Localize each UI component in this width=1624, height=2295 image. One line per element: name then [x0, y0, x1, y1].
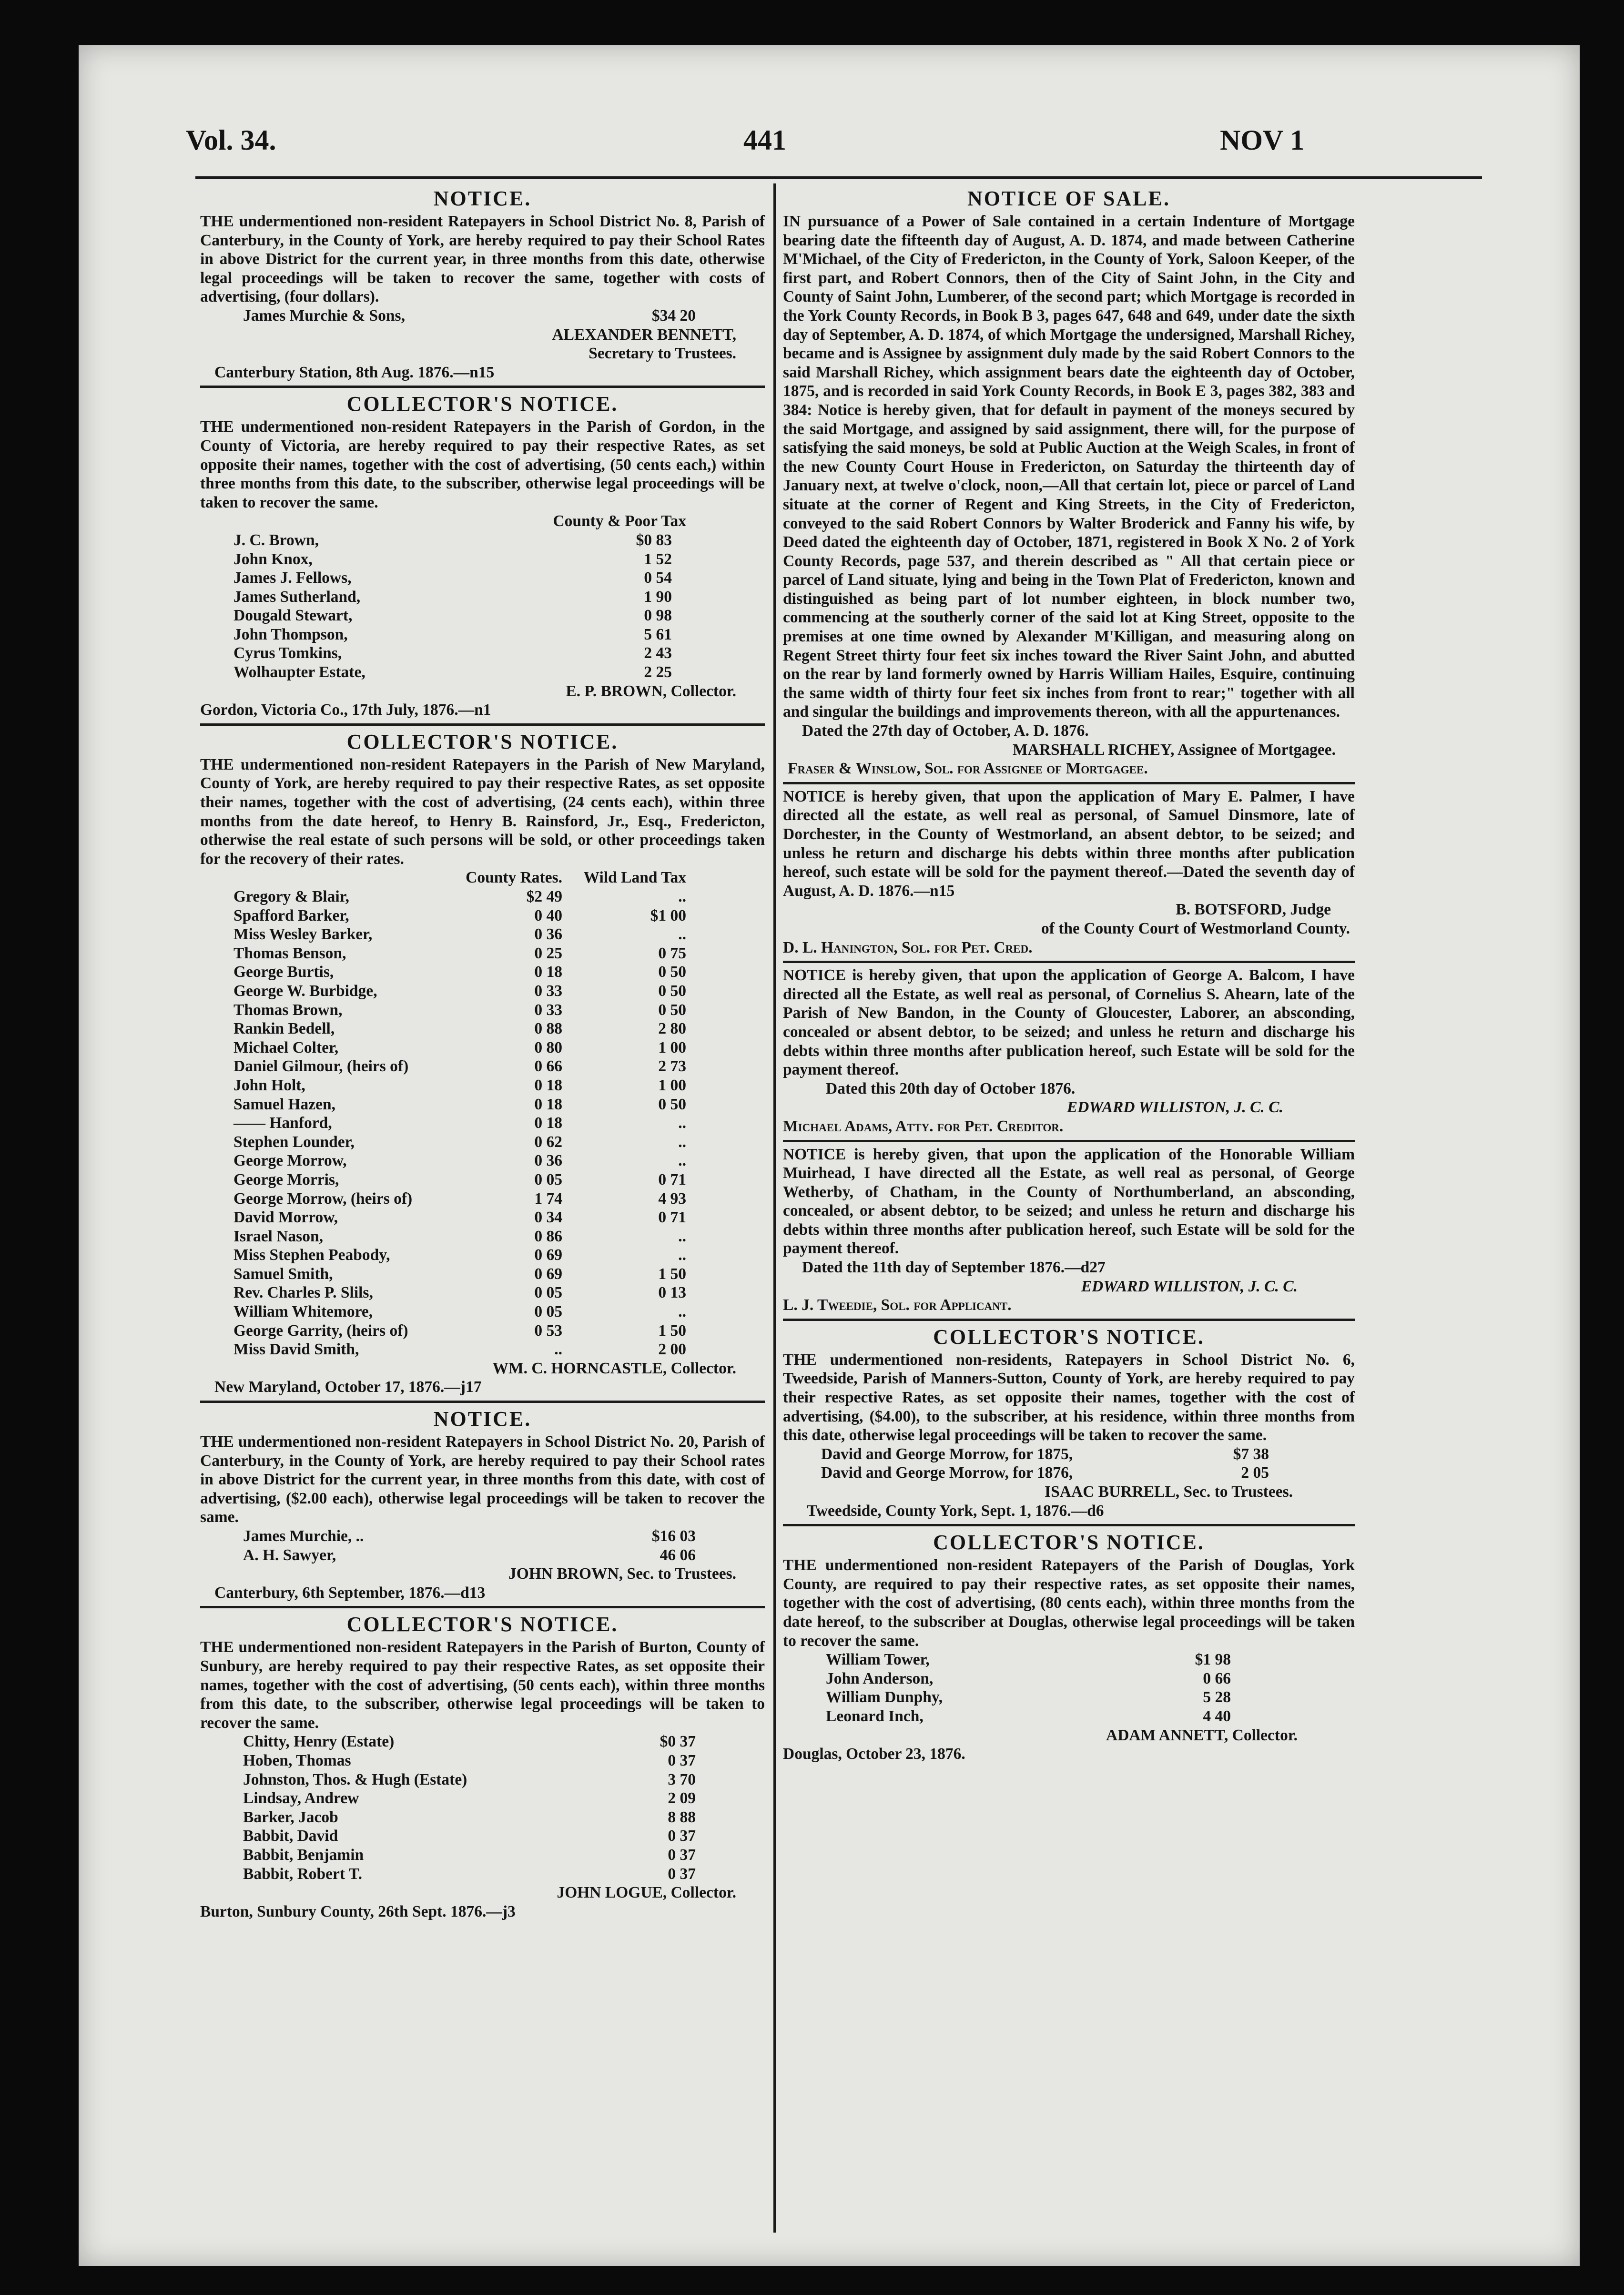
county-rate: 0 33 [534, 982, 562, 1000]
county-rate: 0 18 [534, 1095, 562, 1113]
wild-land-tax: 1 50 [658, 1321, 686, 1340]
table-row [200, 1789, 765, 1808]
county-rate: 0 34 [534, 1208, 562, 1227]
table-row [200, 1038, 765, 1057]
dated-line: Dated the 11th day of September 1876.—d27 [802, 1259, 1106, 1277]
notice-palmer-dinsmore [783, 787, 1355, 957]
dateline: Canterbury, 6th September, 1876.—d13 [214, 1584, 486, 1602]
notice-tweedside [783, 1324, 1355, 1520]
table-row [783, 1707, 1355, 1726]
right-column [783, 183, 1355, 1764]
ratepayer-name: Spafford Barker, [233, 906, 349, 924]
table-row [200, 663, 765, 682]
header-rule [195, 176, 1482, 179]
table-row [200, 1151, 765, 1170]
notice-body: IN pursuance of a Power of Sale contained in a certain Indenture of Mortgage bearing date the fifteenth day of August, A. D. 1874, and made between Catherine M'Michael, of the City of Fredericton, in the County of York, Saloon Keeper, of the first part, and Robert Connors, then of the City of Saint John, in the City and County of Saint John, Lumberer, of the second part; which Mortgage is recorded in the York County Records, in Book B 3, pages 647, 648 and 649, under date the sixth day of September, A. D. 1874, of which Mortgage the undersigned, Marshall Richey, became and is Assignee by assignment duly made by the said Robert Connors to the said Marshall Richey, which assignment bears date the eighteenth day of October, 1875, and is recorded in said York County Records, in Book E 3, pages 382, 383 and 384: Notice is hereby given, that for default in payment of the moneys secured by the said Mortgage, and assigned by said assignment, there will, for the purpose of satisfying the said moneys, be sold at Public Auction at the Weigh Scales, in front of the new County Court House in Fredericton, on Saturday the thirteenth day of January next, at twelve o'clock, noon,—All that certain lot, piece or parcel of Land situate at the corner of Regent and King Streets, in the City of Fredericton, conveyed to the said Robert Connors by Walter Broderick and Fanny his wife, by Deed dated the eighteenth day of October, 1871, registered in Book X No. 2 of York County Records, page 537, and therein described as " All that certain piece or parcel of Land situate, lying and being in the Town Plat of Fredericton, known and distinguished as being part of lot number eighteen, in block number two, commencing at the southerly corner of the said lot at King Street, opposite to the premises at one time owned by Alexander M'Killigan, and measuring along on Regent Street thirty four feet six inches toward the River Saint John, and abutted on the rear by land formerly owned by Harris William Hailes, Esquire, continuing the same width of thirty four feet six inches from front to rear;" together with all and singular the buildings and improvements thereon, with all the appurtenances. [783, 213, 1355, 721]
notice-title: NOTICE. [433, 1407, 532, 1431]
table-row [200, 1302, 765, 1321]
signer: ISAAC BURRELL, Sec. to Trustees. [1045, 1483, 1293, 1501]
county-rate: 0 53 [534, 1321, 562, 1340]
wild-land-tax: 0 50 [658, 1095, 686, 1113]
signer-title: Secretary to Trustees. [589, 345, 736, 363]
ratepayer-name: George W. Burbidge, [233, 982, 377, 1000]
ratepayer-name: Johnston, Thos. & Hugh (Estate) [243, 1770, 467, 1788]
notice-body: THE undermentioned non-resident Ratepayers in School District No. 8, Parish of Canterbury, in the County of York, are hereby required to pay their School Rates in above District for the current year, in three months from this date, otherwise legal proceedings will be taken to recover the same, together with costs of advertising, (four dollars). [200, 213, 765, 306]
table-header [200, 868, 765, 887]
signer: ADAM ANNETT, Collector. [1106, 1726, 1298, 1744]
county-rate: 0 36 [534, 1152, 562, 1170]
ratepayer-name: Wolhaupter Estate, [233, 663, 365, 681]
table-row [783, 1688, 1355, 1707]
solicitor: Michael Adams, Atty. for Pet. Creditor. [783, 1117, 1064, 1135]
county-rate: 0 18 [534, 963, 562, 981]
column-divider [773, 183, 776, 2233]
rate-amount: 2 25 [644, 663, 672, 681]
wild-land-tax: 0 75 [658, 944, 686, 962]
signer: JOHN BROWN, Sec. to Trustees. [508, 1565, 736, 1583]
ratepayer-name: Miss David Smith, [233, 1340, 359, 1359]
signer: EDWARD WILLISTON, J. C. C. [1066, 1098, 1283, 1117]
table-row [200, 1057, 765, 1076]
ratepayer-name: J. C. Brown, [233, 531, 319, 549]
rate-amount: 0 37 [668, 1865, 696, 1883]
ratepayer-name: John Holt, [233, 1076, 305, 1094]
table-row [200, 906, 765, 925]
divider [783, 1319, 1355, 1321]
notice-title: COLLECTOR'S NOTICE. [346, 392, 619, 416]
ratepayer-name: David and George Morrow, for 1876, [821, 1464, 1073, 1482]
column-header-wild-land: Wild Land Tax [583, 869, 686, 887]
notice-body: THE undermentioned non-resident Ratepayers in School District No. 20, Parish of Canterbury, in the County of York, are hereby required to pay their School rates in above District for the current year, in three months from this date, with cost of advertising, ($2.00 each), otherwise legal proceedings will be taken to recover the same. [200, 1433, 765, 1526]
table-row [200, 925, 765, 944]
table-row [200, 1208, 765, 1227]
divider [200, 386, 765, 388]
wild-land-tax: 0 50 [658, 1001, 686, 1019]
notice-title: NOTICE. [433, 187, 532, 210]
ratepayer-name: Babbit, David [243, 1827, 338, 1845]
divider [783, 1524, 1355, 1526]
table-row [200, 982, 765, 1001]
county-rate: 0 05 [534, 1303, 562, 1321]
signer: B. BOTSFORD, Judge [1176, 901, 1331, 919]
county-rate: 0 05 [534, 1284, 562, 1302]
county-rate: 0 18 [534, 1076, 562, 1094]
notice-new-maryland [200, 729, 765, 1397]
dateline: Burton, Sunbury County, 26th Sept. 1876.—j3 [200, 1902, 516, 1920]
table-row [783, 1463, 1355, 1483]
table-row [200, 1283, 765, 1302]
notice-body: THE undermentioned non-residents, Ratepayers in School District No. 6, Tweedside, Parish of Manners-Sutton, County of York, are hereby required to pay their respective Rates, as set opposite their names, together with the cost of advertising, ($4.00), to the subscriber, at his residence, within three months from this date, otherwise legal proceedings will be taken to recover the same. [783, 1351, 1355, 1444]
wild-land-tax: .. [678, 1133, 686, 1151]
dateline: Douglas, October 23, 1876. [783, 1745, 965, 1763]
wild-land-tax: 0 13 [658, 1284, 686, 1302]
ratepayer-name: George Morris, [233, 1170, 339, 1188]
column-header-county: County Rates. [466, 869, 562, 887]
table-row [200, 1001, 765, 1020]
signer: JOHN LOGUE, Collector. [557, 1884, 736, 1902]
dateline: New Maryland, October 17, 1876.—j17 [214, 1378, 482, 1396]
ratepayer-name: William Dunphy, [826, 1688, 943, 1706]
county-rate: 0 40 [534, 906, 562, 924]
ratepayer-name: —— Hanford, [233, 1114, 332, 1132]
page-number: 441 [743, 124, 786, 156]
rate-amount: $1 98 [1195, 1651, 1231, 1669]
table-row [200, 569, 765, 588]
dateline: Gordon, Victoria Co., 17th July, 1876.—n1 [200, 701, 491, 719]
ratepayer-name: Michael Colter, [233, 1038, 339, 1056]
notice-canterbury-20 [200, 1406, 765, 1602]
table-row [200, 1114, 765, 1133]
wild-land-tax: 4 93 [658, 1189, 686, 1208]
wild-land-tax: .. [678, 1303, 686, 1321]
ratepayer-name: Thomas Brown, [233, 1001, 343, 1019]
table-row [200, 550, 765, 569]
notice-body: THE undermentioned non-resident Ratepayers of the Parish of Douglas, York County, are required to pay their respective rates, as set opposite their names, together with the cost of advertising, (80 cents each), within three months from the date hereof, to the subscriber at Douglas, otherwise legal proceedings will be taken to recover the same. [783, 1556, 1355, 1650]
rate-amount: 5 28 [1203, 1688, 1231, 1706]
ratepayer-name: George Garrity, (heirs of) [233, 1321, 408, 1340]
signer: E. P. BROWN, Collector. [566, 682, 736, 700]
solicitor: Fraser & Winslow, Sol. for Assignee of Mortgagee. [788, 760, 1148, 778]
table-row [200, 887, 765, 906]
wild-land-tax: 0 50 [658, 982, 686, 1000]
county-rate: 0 69 [534, 1246, 562, 1264]
table-row [200, 1246, 765, 1265]
ratepayer-name: David and George Morrow, for 1875, [821, 1445, 1073, 1463]
notice-title: COLLECTOR'S NOTICE. [346, 730, 619, 753]
solicitor: D. L. Hanington, Sol. for Pet. Cred. [783, 938, 1033, 956]
wild-land-tax: 2 73 [658, 1057, 686, 1076]
rate-amount: 8 88 [668, 1808, 696, 1826]
county-rate: 0 62 [534, 1133, 562, 1151]
rate-amount: $0 83 [636, 531, 672, 549]
rate-amount: 4 40 [1203, 1707, 1231, 1725]
column-header: County & Poor Tax [553, 512, 686, 530]
ratepayer-name: Leonard Inch, [826, 1707, 924, 1725]
rate-amount: 46 06 [660, 1546, 696, 1564]
ratepayer-name: George Burtis, [233, 963, 334, 981]
signer: WM. C. HORNCASTLE, Collector. [492, 1359, 736, 1377]
divider [783, 782, 1355, 784]
signer: ALEXANDER BENNETT, [552, 325, 736, 344]
ratepayer-name: Chitty, Henry (Estate) [243, 1733, 395, 1751]
divider [200, 723, 765, 726]
wild-land-tax: 2 00 [658, 1340, 686, 1359]
rate-amount: 2 43 [644, 644, 672, 662]
rate-amount: 3 70 [668, 1770, 696, 1788]
dateline: Tweedside, County York, Sept. 1, 1876.—d6 [807, 1502, 1104, 1520]
ratepayer-name: William Tower, [826, 1651, 930, 1669]
county-rate: 1 74 [534, 1189, 562, 1208]
left-column [200, 183, 765, 1921]
table-row [200, 1095, 765, 1114]
signer: MARSHALL RICHEY, Assignee of Mortgagee. [1012, 741, 1336, 759]
ratepayer-name: James J. Fellows, [233, 569, 352, 587]
table-row [200, 1732, 765, 1751]
ratepayer-name: Babbit, Robert T. [243, 1865, 363, 1883]
notice-burton [200, 1611, 765, 1921]
wild-land-tax: 2 80 [658, 1020, 686, 1038]
table-row [200, 1321, 765, 1340]
divider [200, 1401, 765, 1403]
rate-amount: 0 66 [1203, 1669, 1231, 1687]
signer: EDWARD WILLISTON, J. C. C. [1081, 1277, 1298, 1295]
ratepayer-name: James Sutherland, [233, 588, 361, 606]
rate-amount: 0 37 [668, 1846, 696, 1864]
ratepayer-name: James Murchie & Sons, [243, 306, 405, 325]
county-rate: 0 80 [534, 1038, 562, 1056]
notice-title: COLLECTOR'S NOTICE. [933, 1325, 1205, 1349]
wild-land-tax: .. [678, 888, 686, 905]
county-rate: 0 36 [534, 925, 562, 944]
county-rate: 0 18 [534, 1114, 562, 1132]
county-rate: 0 25 [534, 944, 562, 962]
rate-amount: 0 37 [668, 1827, 696, 1845]
page-header [79, 124, 1580, 181]
table-row [200, 1846, 765, 1865]
table-row [200, 1189, 765, 1208]
wild-land-tax: .. [678, 925, 686, 944]
notice-douglas [783, 1529, 1355, 1764]
county-rate: 0 66 [534, 1057, 562, 1076]
table-row [200, 1265, 765, 1284]
county-rate: $2 49 [526, 888, 562, 905]
table-row [200, 1808, 765, 1827]
ratepayer-name: Rankin Bedell, [233, 1020, 335, 1038]
ratepayer-name: Barker, Jacob [243, 1808, 338, 1826]
ratepayer-name: Daniel Gilmour, (heirs of) [233, 1057, 409, 1076]
solicitor: L. J. Tweedie, Sol. for Applicant. [783, 1296, 1012, 1314]
ratepayer-name: David Morrow, [233, 1208, 338, 1227]
wild-land-tax: 1 00 [658, 1076, 686, 1094]
notice-body: THE undermentioned non-resident Ratepayers in the Parish of New Maryland, County of York, are hereby required to pay their respective Rates, as set opposite their names, together with the cost of advertising, (24 cents each), within three months from the date hereof, to Henry B. Rainsford, Jr., Esq., Fredericton, otherwise the real estate of such persons will be sold, or other proceedings taken for the recovery of their rates. [200, 755, 765, 868]
rate-amount: 0 54 [644, 569, 672, 587]
table-row [200, 588, 765, 607]
notice-title: NOTICE OF SALE. [967, 187, 1170, 210]
rate-amount: 2 09 [668, 1789, 696, 1808]
ratepayer-name: Miss Stephen Peabody, [233, 1246, 390, 1264]
table-row [783, 1650, 1355, 1669]
dated-line: Dated the 27th day of October, A. D. 1876. [802, 722, 1089, 740]
rate-amount: 0 98 [644, 607, 672, 625]
wild-land-tax: 1 00 [658, 1038, 686, 1056]
county-rate: 0 33 [534, 1001, 562, 1019]
county-rate: 0 88 [534, 1020, 562, 1038]
table-row [200, 963, 765, 982]
ratepayer-name: Miss Wesley Barker, [233, 925, 373, 944]
table-row [200, 625, 765, 644]
notice-body: NOTICE is hereby given, that upon the application of Mary E. Palmer, I have directed all the estate, as well real as personal, of Samuel Dinsmore, late of Dorchester, in the County of Westmorland, an absent debtor, to be seized; and unless he return and discharge his debts within three months after publication hereof, such estate will be sold for the payment thereof.—Dated the seventh day of August, A. D. 1876.—n15 [783, 787, 1355, 900]
divider [200, 1606, 765, 1608]
table-row [200, 1076, 765, 1095]
county-rate: 0 05 [534, 1170, 562, 1188]
ratepayer-name: Gregory & Blair, [233, 888, 349, 905]
ratepayer-name: A. H. Sawyer, [243, 1546, 336, 1564]
table-row [200, 1827, 765, 1846]
signer-title: of the County Court of Westmorland County. [1041, 919, 1350, 937]
dated-line: Dated this 20th day of October 1876. [826, 1079, 1076, 1097]
table-row [200, 1019, 765, 1038]
table-row [200, 1133, 765, 1152]
volume-label: Vol. 34. [186, 124, 276, 156]
ratepayer-name: Rev. Charles P. Slils, [233, 1284, 373, 1302]
notice-title: COLLECTOR'S NOTICE. [346, 1613, 619, 1636]
rate-amount: 2 05 [1241, 1464, 1269, 1482]
table-row [200, 1527, 765, 1546]
notice-body: NOTICE is hereby given, that upon the application of the Honorable William Muirhead, I have directed all the Estate, as well real as personal, of George Wetherby, of Chatham, in the County of Northumberland, an absconding, concealed, or absent debtor, to be seized; and unless he return and discharge his debts within three months after publication hereof, such Estate will be sold for the payment thereof. [783, 1145, 1355, 1258]
ratepayer-name: Hoben, Thomas [243, 1751, 351, 1769]
county-rate: 0 86 [534, 1227, 562, 1245]
rate-amount: $34 20 [651, 306, 696, 325]
divider [783, 961, 1355, 963]
rate-amount: $7 38 [1233, 1445, 1269, 1463]
ratepayer-name: Babbit, Benjamin [243, 1846, 364, 1864]
wild-land-tax: 0 71 [658, 1208, 686, 1227]
ratepayer-name: James Murchie, .. [243, 1527, 364, 1545]
rate-amount: 1 52 [644, 550, 672, 568]
wild-land-tax: 0 50 [658, 963, 686, 981]
wild-land-tax: 1 50 [658, 1265, 686, 1283]
dateline: Canterbury Station, 8th Aug. 1876.—n15 [214, 363, 495, 381]
ratepayer-name: George Morrow, [233, 1152, 347, 1170]
notice-canterbury-8 [200, 185, 765, 382]
ratepayer-name: John Anderson, [826, 1669, 934, 1687]
divider [783, 1140, 1355, 1142]
ratepayer-name: Stephen Lounder, [233, 1133, 355, 1151]
notice-body: THE undermentioned non-resident Ratepayers in the Parish of Burton, County of Sunbury, are hereby required to pay their respective Rates, as set opposite their names, together with the cost of advertising, (50 cents each), within three months from this date, to the subscriber, otherwise legal proceedings will be taken to recover the same. [200, 1638, 765, 1732]
table-row [200, 306, 765, 325]
ratepayer-name: Samuel Hazen, [233, 1095, 336, 1113]
notice-gordon [200, 391, 765, 720]
wild-land-tax: .. [678, 1246, 686, 1264]
table-row [200, 1770, 765, 1789]
wild-land-tax: .. [678, 1114, 686, 1132]
newspaper-page [79, 45, 1580, 2266]
wild-land-tax: 0 71 [658, 1170, 686, 1188]
wild-land-tax: $1 00 [650, 906, 686, 924]
notice-of-sale [783, 185, 1355, 778]
rate-amount: $0 37 [660, 1733, 696, 1751]
ratepayer-name: Dougald Stewart, [233, 607, 353, 625]
table-row [200, 531, 765, 550]
wild-land-tax: .. [678, 1152, 686, 1170]
rate-amount: 0 37 [668, 1751, 696, 1769]
table-header [200, 512, 765, 531]
table-row [200, 1227, 765, 1246]
notice-title: COLLECTOR'S NOTICE. [933, 1531, 1205, 1554]
notice-balcom-ahearn [783, 966, 1355, 1136]
county-rate: .. [554, 1340, 562, 1359]
rate-amount: $16 03 [651, 1527, 696, 1545]
rate-amount: 1 90 [644, 588, 672, 606]
issue-date: NOV 1 [1220, 124, 1305, 156]
ratepayer-name: William Whitemore, [233, 1303, 373, 1321]
ratepayer-name: George Morrow, (heirs of) [233, 1189, 413, 1208]
notice-body: NOTICE is hereby given, that upon the application of George A. Balcom, I have directed all the Estate, as well real as personal, of Cornelius S. Ahearn, late of the Parish of New Bandon, in the County of Gloucester, Laborer, an absconding, concealed or absent debtor, to be seized; and unless he return and discharge his debts within three months after publication hereof, such Estate will be sold for the payment thereof. [783, 966, 1355, 1079]
ratepayer-name: Samuel Smith, [233, 1265, 333, 1283]
table-row [200, 606, 765, 625]
table-row [200, 1865, 765, 1884]
wild-land-tax: .. [678, 1227, 686, 1245]
ratepayer-name: Lindsay, Andrew [243, 1789, 359, 1808]
table-row [200, 1340, 765, 1359]
table-row [200, 944, 765, 963]
table-row [200, 644, 765, 663]
ratepayer-name: Israel Nason, [233, 1227, 323, 1245]
table-row [200, 1751, 765, 1770]
ratepayer-name: John Thompson, [233, 625, 348, 643]
table-row [783, 1669, 1355, 1688]
table-row [783, 1445, 1355, 1464]
county-rate: 0 69 [534, 1265, 562, 1283]
notice-body: THE undermentioned non-resident Ratepayers in the Parish of Gordon, in the County of Victoria, are hereby required to pay their respective Rates, as set opposite their names, together with the cost of advertising, (50 cents each,) within three months from this date, to the subscriber, otherwise legal proceedings will be taken to recover the same. [200, 418, 765, 511]
ratepayer-name: Thomas Benson, [233, 944, 346, 962]
ratepayer-name: John Knox, [233, 550, 313, 568]
ratepayer-name: Cyrus Tomkins, [233, 644, 342, 662]
table-row [200, 1546, 765, 1565]
rate-amount: 5 61 [644, 625, 672, 643]
notice-muirhead-wetherby [783, 1145, 1355, 1315]
table-row [200, 1170, 765, 1189]
